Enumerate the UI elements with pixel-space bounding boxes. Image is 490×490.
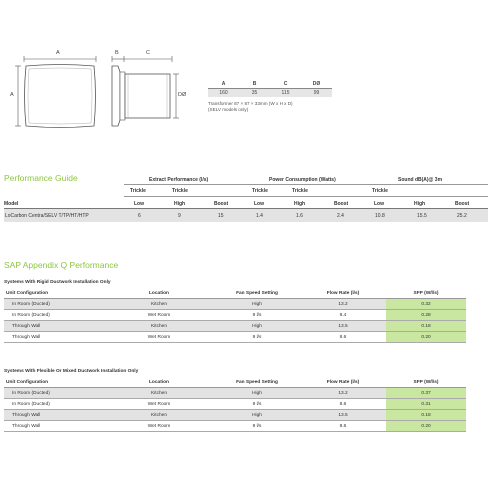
dim-header-b: B <box>239 80 270 89</box>
sub-s-low: Low <box>374 201 384 207</box>
cell-config: In Room (Ducted) <box>4 299 104 310</box>
dim-value-d: 99 <box>301 89 332 98</box>
sub-s-high: High <box>414 201 426 207</box>
sub-sound-trickle: Trickle <box>372 188 388 194</box>
cell-location: Wet Room <box>104 310 214 321</box>
sub-s-boost: Boost <box>455 201 470 207</box>
cell-fan-speed: High <box>214 388 300 399</box>
table-row <box>4 310 466 321</box>
sub-extract-trickle: Trickle <box>130 188 146 194</box>
transformer-note <box>208 101 348 113</box>
perf-e-low: 6 <box>138 213 141 219</box>
group-power: Power Consumption (Watts) <box>269 177 336 183</box>
cell-fan-speed: High <box>214 321 300 332</box>
cell-fan-speed: 9 l/s <box>214 310 300 321</box>
cell-location: Wet Room <box>104 332 214 343</box>
sub-p-low: Low <box>254 201 264 207</box>
front-view-drawing <box>0 0 490 140</box>
dim-label-c: C <box>146 50 150 56</box>
sub-power-trickle2: Trickle <box>292 188 308 194</box>
cell-sfp: 0.37 <box>386 388 466 399</box>
perf-s-high: 15.5 <box>417 213 427 219</box>
header-unit-config: Unit Configuration <box>4 378 104 388</box>
group-sound: Sound dB(A)@ 3m <box>398 177 443 183</box>
cell-fan-speed: High <box>214 299 300 310</box>
dim-value-c: 115 <box>270 89 301 98</box>
sap-flexible-table <box>4 378 466 432</box>
cell-config: Through Wall <box>4 321 104 332</box>
table-row <box>4 421 466 432</box>
transformer-note-line1: Transformer 87 × 87 × 33mm (W x H x D) <box>208 101 293 106</box>
cell-flow-rate: 13.2 <box>300 299 386 310</box>
cell-sfp: 0.18 <box>386 410 466 421</box>
perf-p-low: 1.4 <box>256 213 263 219</box>
sap-title: SAP Appendix Q Performance <box>4 260 119 270</box>
header-fan-speed: Fan Speed Setting <box>214 289 300 299</box>
cell-location: Wet Room <box>104 421 214 432</box>
dim-header-d: DØ <box>301 80 332 89</box>
cell-sfp: 0.28 <box>386 310 466 321</box>
cell-config: Through Wall <box>4 332 104 343</box>
cell-config: Through Wall <box>4 410 104 421</box>
cell-flow-rate: 13.2 <box>300 388 386 399</box>
cell-sfp: 0.31 <box>386 399 466 410</box>
dim-header-a: A <box>208 80 239 89</box>
perf-model: LoCarbon Centra/SELV T/TP/HT/HTP <box>5 213 89 219</box>
dim-label-d: DØ <box>178 92 187 98</box>
cell-sfp: 0.18 <box>386 321 466 332</box>
cell-location: Kitchen <box>104 388 214 399</box>
header-sfp: SFP (W/l/s) <box>386 378 466 388</box>
perf-p-high: 1.6 <box>296 213 303 219</box>
cell-flow-rate: 8.6 <box>300 421 386 432</box>
perf-e-high: 9 <box>178 213 181 219</box>
sub-power-trickle: Trickle <box>252 188 268 194</box>
header-location: Location <box>104 378 214 388</box>
dim-label-b: B <box>115 50 119 56</box>
cell-config: In Room (Ducted) <box>4 399 104 410</box>
table-row <box>4 299 466 310</box>
dim-header-c: C <box>270 80 301 89</box>
transformer-note-line2: (SELV models only) <box>208 107 249 112</box>
sub-e-high: High <box>174 201 186 207</box>
sap-rigid-table <box>4 289 466 343</box>
cell-config: In Room (Ducted) <box>4 388 104 399</box>
cell-flow-rate: 13.5 <box>300 410 386 421</box>
cell-config: Through Wall <box>4 421 104 432</box>
cell-flow-rate: 8.4 <box>300 310 386 321</box>
group-extract: Extract Performance (l/s) <box>149 177 209 183</box>
sub-model: Model <box>4 201 19 207</box>
sub-e-boost: Boost <box>214 201 229 207</box>
cell-fan-speed: High <box>214 410 300 421</box>
sub-e-low: Low <box>134 201 144 207</box>
header-fan-speed: Fan Speed Setting <box>214 378 300 388</box>
header-flow-rate: Flow Rate (l/s) <box>300 378 386 388</box>
sap-flexible-section <box>4 369 488 439</box>
header-sfp: SFP (W/l/s) <box>386 289 466 299</box>
header-flow-rate: Flow Rate (l/s) <box>300 289 386 299</box>
cell-sfp: 0.32 <box>386 299 466 310</box>
cell-flow-rate: 8.6 <box>300 332 386 343</box>
sap-flexible-caption: Systems With Flexible Or Mixed Ductwork Installation Only <box>4 369 139 374</box>
performance-row <box>4 209 488 222</box>
perf-p-boost: 2.4 <box>337 213 344 219</box>
perf-s-boost: 25.2 <box>457 213 467 219</box>
table-row <box>4 332 466 343</box>
perf-e-boost: 15 <box>218 213 224 219</box>
cell-fan-speed: 9 l/s <box>214 421 300 432</box>
performance-guide-title: Performance Guide <box>4 173 78 183</box>
cell-location: Kitchen <box>104 321 214 332</box>
sub-p-high: High <box>294 201 306 207</box>
dimension-table <box>208 80 332 97</box>
cell-sfp: 0.20 <box>386 332 466 343</box>
cell-fan-speed: 9 l/s <box>214 332 300 343</box>
cell-flow-rate: 8.6 <box>300 399 386 410</box>
sap-rigid-caption: Systems With Rigid Ductwork Installation Only <box>4 280 111 285</box>
header-location: Location <box>104 289 214 299</box>
table-row <box>4 410 466 421</box>
perf-s-low: 10.8 <box>375 213 385 219</box>
dim-label-a-top: A <box>56 50 60 56</box>
cell-config: In Room (Ducted) <box>4 310 104 321</box>
cell-fan-speed: 9 l/s <box>214 399 300 410</box>
table-row <box>4 399 466 410</box>
dim-value-a: 160 <box>208 89 239 98</box>
table-row <box>4 388 466 399</box>
cell-location: Kitchen <box>104 299 214 310</box>
dim-value-b: 35 <box>239 89 270 98</box>
cell-sfp: 0.20 <box>386 421 466 432</box>
sub-p-boost: Boost <box>334 201 349 207</box>
cell-location: Kitchen <box>104 410 214 421</box>
cell-location: Wet Room <box>104 399 214 410</box>
header-unit-config: Unit Configuration <box>4 289 104 299</box>
cell-flow-rate: 13.5 <box>300 321 386 332</box>
dim-label-a-side: A <box>10 92 14 98</box>
table-row <box>4 321 466 332</box>
sap-rigid-section <box>4 280 488 350</box>
sub-extract-trickle2: Trickle <box>172 188 188 194</box>
